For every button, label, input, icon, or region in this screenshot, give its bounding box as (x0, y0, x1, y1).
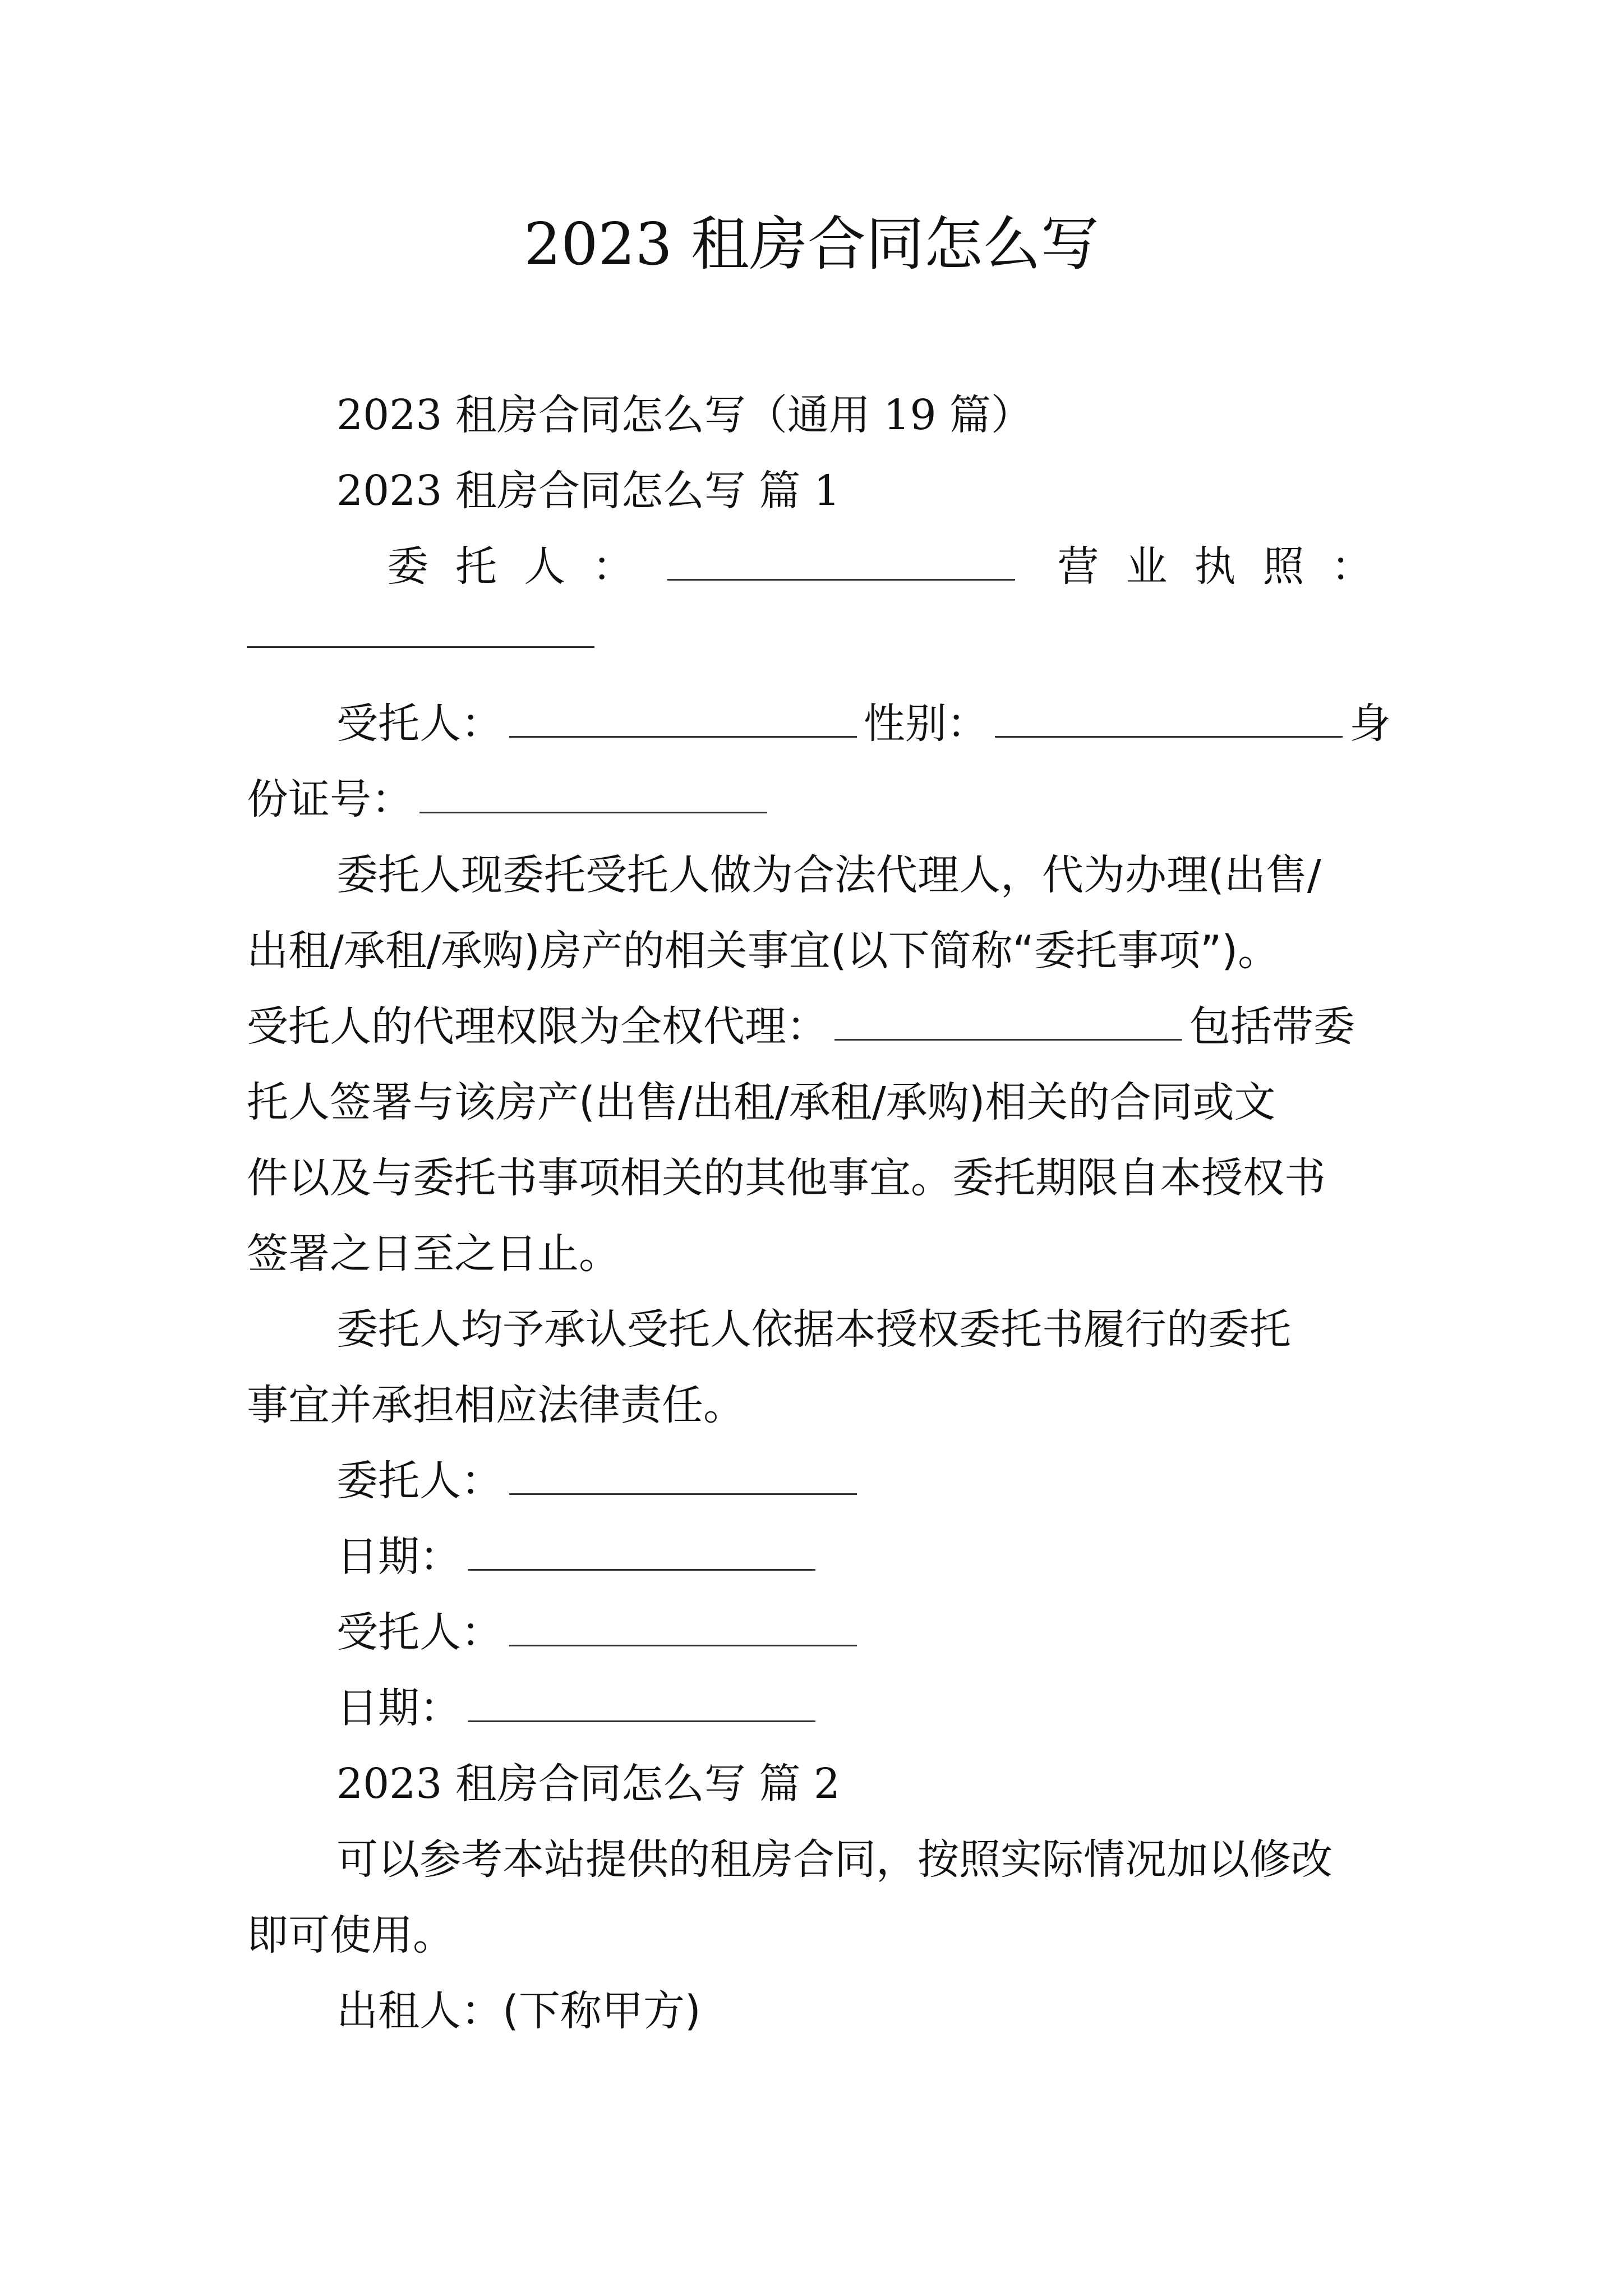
p1-line-2: 出租/承租/承购)房产的相关事宜(以下简称“委托事项”)。 (247, 927, 1280, 975)
sign-date1-blank[interactable] (468, 1568, 815, 1571)
daili-blank[interactable] (834, 1038, 1182, 1041)
p1-line-3b: 包括带委 (1189, 1002, 1355, 1051)
p1-line-4: 托人签署与该房产(出售/出租/承租/承购)相关的合同或文 (247, 1078, 1276, 1126)
section-2-heading: 2023 租房合同怎么写 篇 2 (336, 1760, 840, 1808)
p1-line-6: 签署之日至之日止。 (247, 1230, 620, 1278)
p1-line-3 (247, 999, 1355, 1055)
p3-line-2: 即可使用。 (247, 1911, 454, 1959)
sign-date2-line (336, 1680, 822, 1736)
document-title: 2023 租房合同怎么写 (524, 210, 1099, 278)
sign-weituoren-line (336, 1453, 864, 1509)
sign-date1-label: 日期： (336, 1533, 461, 1581)
weituoren-label: 委托人： (387, 542, 661, 591)
p1-line-3a: 受托人的代理权限为全权代理： (247, 1002, 828, 1051)
sign-date2-label: 日期： (336, 1684, 461, 1732)
sfz-label: 份证号： (247, 775, 413, 823)
p2-line-2: 事宜并承担相应法律责任。 (247, 1381, 745, 1429)
sign-weituoren-label: 委托人： (336, 1457, 502, 1505)
xingbie-label: 性别： (864, 700, 988, 748)
shoutuoren-label: 受托人： (336, 700, 502, 748)
sfz-line (247, 771, 774, 827)
p1-line-1: 委托人现委托受托人做为合法代理人，代为办理(出售/ (336, 851, 1321, 899)
p3-line-1: 可以参考本站提供的租房合同，按照实际情况加以修改 (336, 1835, 1332, 1884)
shen-char: 身 (1349, 700, 1391, 748)
weituoren-line (387, 539, 1400, 595)
p2-line-1: 委托人均予承认受托人依据本授权委托书履行的委托 (336, 1305, 1291, 1354)
shoutuoren-blank[interactable] (509, 735, 857, 738)
yingye-blank[interactable] (247, 646, 594, 648)
sign-weituoren-blank[interactable] (509, 1493, 857, 1495)
sign-shoutuoren-label: 受托人： (336, 1608, 502, 1657)
document-subtitle: 2023 租房合同怎么写（通用 19 篇） (336, 391, 1033, 439)
weituoren-blank[interactable] (667, 578, 1015, 581)
shoutuoren-line (336, 696, 1391, 752)
sign-date1-line (336, 1529, 822, 1585)
yingye-blank-line (247, 606, 594, 662)
sign-shoutuoren-line (336, 1604, 864, 1660)
yingye-label: 营业执照： (1057, 542, 1400, 591)
sfz-blank[interactable] (419, 811, 767, 813)
section-1-heading: 2023 租房合同怎么写 篇 1 (336, 467, 840, 515)
p1-line-5: 件以及与委托书事项相关的其他事宜。委托期限自本授权书 (247, 1154, 1326, 1202)
sign-date2-blank[interactable] (468, 1720, 815, 1722)
xingbie-blank[interactable] (995, 735, 1343, 738)
chuzuren-line: 出租人：(下称甲方) (336, 1987, 701, 2035)
sign-shoutuoren-blank[interactable] (509, 1644, 857, 1646)
